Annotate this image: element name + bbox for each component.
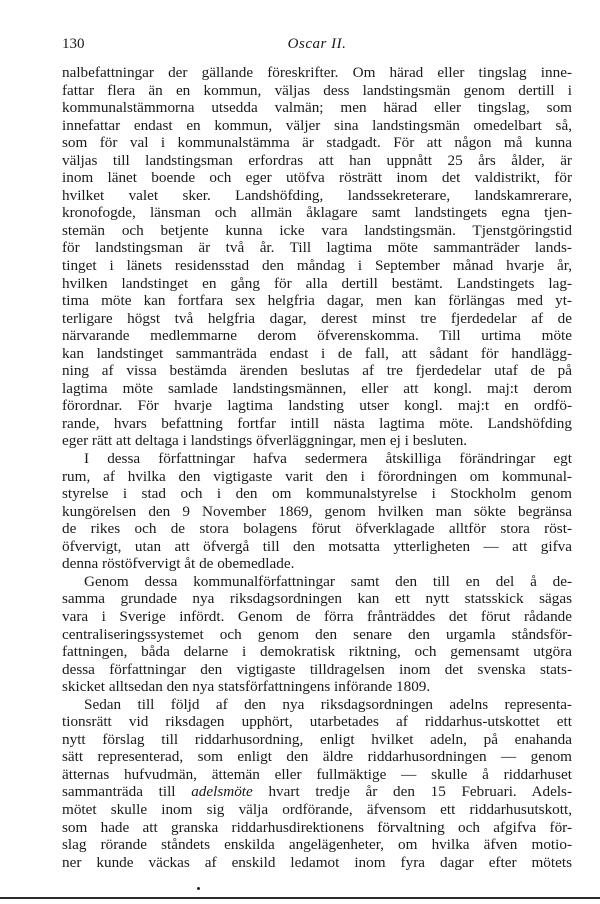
text-line: mötet skulle inom sig välja ordförande, äfvensom ett riddarhusutskott,: [62, 800, 572, 818]
text-segment: sammanträda till: [62, 783, 176, 801]
text-line: vara i Sverige infördt. Genom de förra frånträddes det förut rådande: [62, 607, 572, 625]
text-line: väljas till landstingsman erfordras att han uppnått 25 års ålder, är: [62, 151, 572, 169]
text-segment: hvart tredje år den 15 Februari. Adels-: [268, 783, 573, 801]
text-line: fattningen, båda delarne i demokratisk riktning, och gemensamt utgöra: [62, 643, 572, 661]
text-line: ner kunde väckas af enskild ledamot inom fyra dagar efter mötets: [62, 853, 572, 871]
text-line: tima möte kan fortfara sex helgfria dagar, men kan förlängas med yt-: [62, 292, 572, 310]
print-speck: [197, 887, 200, 890]
text-line: slag rörande ståndets enskilda angelägenheter, om hvilka äfven motio-: [62, 836, 572, 854]
text-line: inom länet boende och eger utöfva rösträtt inom det valdistrikt, för: [62, 169, 572, 187]
body-text: [62, 64, 572, 871]
text-line-with-italic: [62, 783, 572, 801]
paragraph-start-line: I dessa författningar hafva sedermera åtskilliga förändringar egt: [84, 450, 572, 468]
text-line: rande, hvars befattning fortfar intill nästa lagtima möte. Landshöfding: [62, 414, 572, 432]
text-line: hvilket valet sker. Landshöfding, landssekreterare, landskamrerare,: [62, 186, 572, 204]
text-line: kronofogde, länsman och allmän åklagare samt landstingets egna tjen-: [62, 204, 572, 222]
text-line: lagtima möte samlade landstingsmännen, eller att kongl. maj:t derom: [62, 379, 572, 397]
text-line: som hade att granska riddarhusdirektionens förvaltning och afgifva för-: [62, 818, 572, 836]
italic-term: adelsmöte: [191, 783, 253, 801]
text-line: ning af vissa bestämda ärenden beslutas af tre fjerdedelar utaf de på: [62, 362, 572, 380]
text-line: ätternas hufvudmän, ättemän eller fullmäktige — skulle å riddarhuset: [62, 765, 572, 783]
text-line: styrelse i stad och i den om kommunalstyrelse i Stockholm genom: [62, 485, 572, 503]
text-line: öfvervigt, utan att öfvergå till den motsatta ytterligheten — att gifva: [62, 537, 572, 555]
text-line: närvarande medlemmarne derom öfverenskomma. Till urtima möte: [62, 327, 572, 345]
text-line: nalbefattningar der gällande föreskrifter. Om härad eller tingslag inne-: [62, 64, 572, 81]
text-line: kungörelsen den 9 November 1869, genom hvilken man sökte begränsa: [62, 502, 572, 520]
text-line: som för val i kommunalstämma är stadgadt. För att någon må kunna: [62, 134, 572, 152]
text-line: dessa författningar den vigtigaste tilldragelsen inom det svenska stats-: [62, 660, 572, 678]
text-line: skicket alltsedan den nya statsförfattningens införande 1809.: [62, 678, 431, 696]
text-line: centraliseringssystemet och genom den senare den urgamla ståndsför-: [62, 625, 572, 643]
text-line: kommunalstämmorna utsedda valmän; men härad eller tingslag, som: [62, 99, 572, 117]
paragraph-start-line: Genom dessa kommunalförfattningar samt den till en del å de-: [84, 572, 572, 590]
text-line: hvilken landstinget en gång för alla dertill bestämt. Landstingets lag-: [62, 274, 572, 292]
text-line: terligare högst två helgfria dagar, derest minst tre fjerdedelar af de: [62, 309, 572, 327]
text-line: rum, af hvilka den vigtigaste varit den i förordningen om kommunal-: [62, 467, 572, 485]
text-line: sätt representerad, som enligt den äldre riddarhusordningen — genom: [62, 748, 572, 766]
text-line: fattar flera än en kommun, väljas dess landstingsmän genom dertill i: [62, 81, 572, 99]
text-line: samma grundade nya riksdagsordningen kan ett nytt statsskick sägas: [62, 590, 572, 608]
text-line: kan landstinget sammanträda endast i de fall, att sådant för handlägg-: [62, 344, 572, 362]
text-line: tionsrätt vid riksdagen upphört, utarbetades af riddarhus-utskottet ett: [62, 713, 572, 731]
text-line: stemän och betjente kunna icke vara landstingsmän. Tjenstgöringstid: [62, 221, 572, 239]
text-line: eger rätt att deltaga i landstings öfverläggningar, men ej i besluten.: [62, 432, 468, 450]
paragraph-start-line: Sedan till följd af den nya riksdagsordningen adelns representa-: [84, 695, 572, 713]
page-number: 130: [62, 36, 85, 52]
text-line: förordnar. För hvarje lagtima landsting utser kongl. maj:t en ordfö-: [62, 397, 572, 415]
text-line: nytt förslag till riddarhusordning, enligt hvilket adeln, på enahanda: [62, 730, 572, 748]
page-bottom-edge: [0, 897, 600, 899]
text-line: för landstingsman är två år. Till lagtima möte sammanträder lands-: [62, 239, 572, 257]
page-header: [62, 36, 572, 54]
text-line: tinget i länets residensstad den måndag i September månad hvarje år,: [62, 257, 572, 275]
text-line: de rikes och de stora bolagens förut öfverklagade alltför stora röst-: [62, 520, 572, 538]
text-line: innefattar endast en kommun, väljer sina landstingsmän omedelbart så,: [62, 116, 572, 134]
text-line: denna röstöfvervigt åt de obemedlade.: [62, 555, 295, 573]
running-head: Oscar II.: [287, 36, 347, 52]
